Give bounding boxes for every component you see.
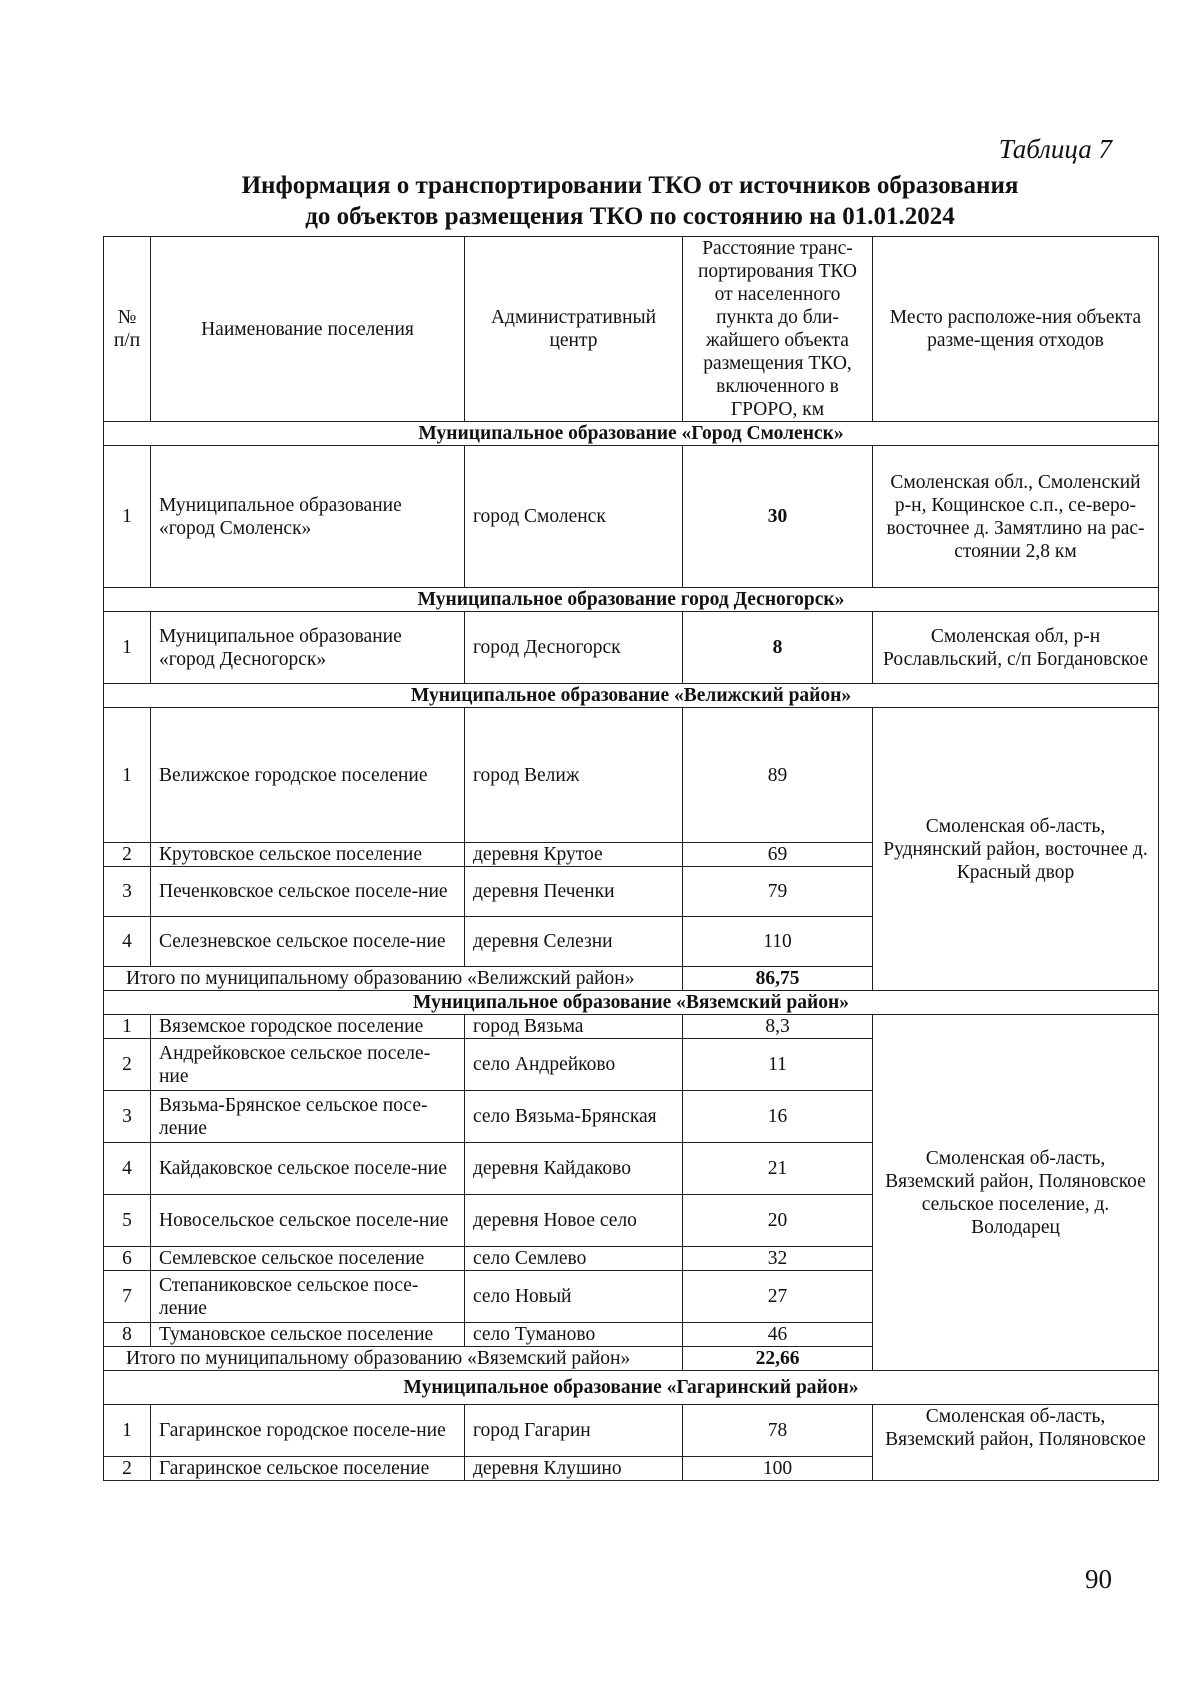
- row-center: село Андрейково: [465, 1039, 683, 1091]
- row-name: Вязьма-Брянское сельское посе-ление: [151, 1091, 465, 1143]
- row-center: деревня Кайдаково: [465, 1143, 683, 1195]
- row-name: Вяземское городское поселение: [151, 1015, 465, 1039]
- page-number: 90: [1085, 1564, 1112, 1594]
- row-center: деревня Печенки: [465, 867, 683, 917]
- row-center: город Гагарин: [465, 1405, 683, 1457]
- row-num: 4: [104, 1143, 151, 1195]
- row-distance: 89: [683, 708, 873, 843]
- table-row: [104, 1015, 1159, 1039]
- row-num: 1: [104, 612, 151, 684]
- row-distance: 78: [683, 1405, 873, 1457]
- row-distance: 46: [683, 1323, 873, 1347]
- row-center: город Велиж: [465, 708, 683, 843]
- row-center: село Семлево: [465, 1247, 683, 1271]
- section-title-vyazma: Муниципальное образование «Вяземский район»: [104, 991, 1159, 1015]
- row-distance: 11: [683, 1039, 873, 1091]
- row-name: Муниципальное образование «город Десногорск»: [151, 612, 465, 684]
- section-title-smolensk: Муниципальное образование «Город Смоленск»: [104, 422, 1159, 446]
- transport-table: [103, 236, 1159, 1481]
- row-name: Степаниковское сельское посе-ление: [151, 1271, 465, 1323]
- row-name: Гагаринское городское поселе-ние: [151, 1405, 465, 1457]
- row-num: 4: [104, 917, 151, 967]
- row-name: Селезневское сельское поселе-ние: [151, 917, 465, 967]
- row-place: Смоленская об-ласть, Руднянский район, восточнее д. Красный двор: [873, 708, 1159, 991]
- row-name: Муниципальное образование «город Смоленск»: [151, 446, 465, 588]
- total-value-vyazma: 22,66: [683, 1347, 873, 1371]
- row-center: деревня Крутое: [465, 843, 683, 867]
- table-label: Таблица 7: [998, 134, 1112, 164]
- row-num: 1: [104, 1405, 151, 1457]
- row-name: Семлевское сельское поселение: [151, 1247, 465, 1271]
- section-row: [104, 1371, 1159, 1405]
- row-num: 1: [104, 708, 151, 843]
- row-num: 8: [104, 1323, 151, 1347]
- row-distance: 21: [683, 1143, 873, 1195]
- row-distance: 110: [683, 917, 873, 967]
- header-row: [104, 237, 1159, 422]
- row-center: город Вязьма: [465, 1015, 683, 1039]
- row-place: Смоленская обл, р-н Рославльский, с/п Богдановское: [873, 612, 1159, 684]
- total-value-velizh: 86,75: [683, 967, 873, 991]
- document-title: [100, 170, 1160, 232]
- row-distance: 79: [683, 867, 873, 917]
- header-place: Место расположе-ния объекта разме-щения отходов: [873, 237, 1159, 422]
- section-title-velizh: Муниципальное образование «Велижский район»: [104, 684, 1159, 708]
- row-num: 1: [104, 446, 151, 588]
- row-name: Новосельское сельское поселе-ние: [151, 1195, 465, 1247]
- title-line-2: до объектов размещения ТКО по состоянию на 01.01.2024: [305, 203, 955, 230]
- row-center: село Туманово: [465, 1323, 683, 1347]
- row-center: деревня Селезни: [465, 917, 683, 967]
- row-name: Андрейковское сельское поселе-ние: [151, 1039, 465, 1091]
- total-label-velizh: Итого по муниципальному образованию «Велижский район»: [104, 967, 683, 991]
- row-center: деревня Новое село: [465, 1195, 683, 1247]
- row-center: деревня Клушино: [465, 1457, 683, 1481]
- total-label-vyazma: Итого по муниципальному образованию «Вяземский район»: [104, 1347, 683, 1371]
- title-line-1: Информация о транспортировании ТКО от источников образования: [241, 172, 1019, 199]
- row-distance: 8: [683, 612, 873, 684]
- row-name: Тумановское сельское поселение: [151, 1323, 465, 1347]
- row-num: 1: [104, 1015, 151, 1039]
- row-name: Печенковское сельское поселе-ние: [151, 867, 465, 917]
- row-distance: 32: [683, 1247, 873, 1271]
- section-title-desnogorsk: Муниципальное образование город Десногорск»: [104, 588, 1159, 612]
- section-row: [104, 588, 1159, 612]
- row-distance: 8,3: [683, 1015, 873, 1039]
- row-name: Гагаринское сельское поселение: [151, 1457, 465, 1481]
- header-num: № п/п: [104, 237, 151, 422]
- section-row: [104, 422, 1159, 446]
- row-distance: 100: [683, 1457, 873, 1481]
- table-row: [104, 1405, 1159, 1457]
- row-center: город Десногорск: [465, 612, 683, 684]
- row-place: Смоленская об-ласть, Вяземский район, Поляновское: [873, 1405, 1159, 1481]
- row-place: Смоленская об-ласть, Вяземский район, Поляновское сельское поселение, д. Володарец: [873, 1015, 1159, 1371]
- header-center: Административный центр: [465, 237, 683, 422]
- table-row: [104, 612, 1159, 684]
- row-name: Крутовское сельское поселение: [151, 843, 465, 867]
- row-center: село Новый: [465, 1271, 683, 1323]
- row-distance: 20: [683, 1195, 873, 1247]
- row-place: Смоленская обл., Смоленский р-н, Кощинское с.п., се-веро-восточнее д. Замятлино на рас-стоянии 2,8 км: [873, 446, 1159, 588]
- section-title-gagarin: Муниципальное образование «Гагаринский район»: [104, 1371, 1159, 1405]
- row-center: город Смоленск: [465, 446, 683, 588]
- row-distance: 69: [683, 843, 873, 867]
- table-row: [104, 708, 1159, 843]
- row-num: 2: [104, 1457, 151, 1481]
- row-num: 6: [104, 1247, 151, 1271]
- row-num: 2: [104, 843, 151, 867]
- row-distance: 16: [683, 1091, 873, 1143]
- row-distance: 30: [683, 446, 873, 588]
- row-center: село Вязьма-Брянская: [465, 1091, 683, 1143]
- header-distance: Расстояние транс-портирования ТКО от населенного пункта до бли-жайшего объекта размещения ТКО, включенного в ГРОРО, км: [683, 237, 873, 422]
- table-row: [104, 446, 1159, 588]
- row-name: Велижское городское поселение: [151, 708, 465, 843]
- row-distance: 27: [683, 1271, 873, 1323]
- section-row: [104, 684, 1159, 708]
- header-name: Наименование поселения: [151, 237, 465, 422]
- row-num: 3: [104, 867, 151, 917]
- row-num: 7: [104, 1271, 151, 1323]
- row-num: 5: [104, 1195, 151, 1247]
- row-name: Кайдаковское сельское поселе-ние: [151, 1143, 465, 1195]
- row-num: 3: [104, 1091, 151, 1143]
- section-row: [104, 991, 1159, 1015]
- row-num: 2: [104, 1039, 151, 1091]
